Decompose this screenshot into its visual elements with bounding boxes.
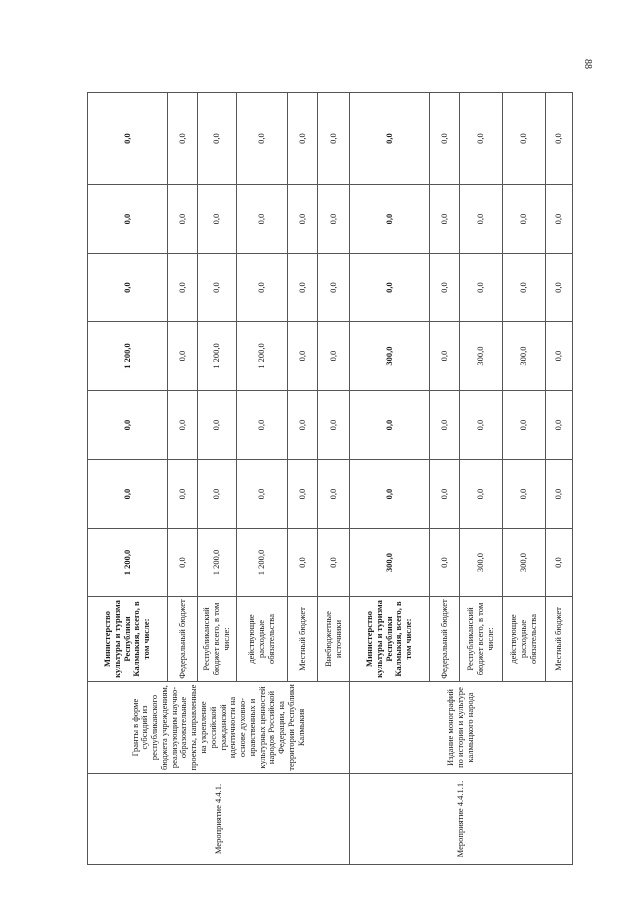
amount-cell: 0,0 bbox=[237, 254, 288, 322]
amount-cell: 0,0 bbox=[546, 460, 573, 529]
funding-source: Федеральный бюджет bbox=[168, 597, 198, 682]
amount-cell: 0,0 bbox=[546, 93, 573, 185]
funding-source: Местный бюджет bbox=[288, 597, 318, 682]
rotated-table-frame bbox=[87, 93, 564, 865]
amount-cell: 0,0 bbox=[168, 93, 198, 185]
amount-cell: 0,0 bbox=[350, 254, 430, 322]
amount-cell: 0,0 bbox=[350, 391, 430, 460]
table-row bbox=[88, 93, 168, 865]
amount-cell: 0,0 bbox=[503, 185, 546, 254]
amount-cell: 0,0 bbox=[430, 529, 460, 597]
amount-cell: 1 200,0 bbox=[198, 322, 237, 391]
amount-cell: 0,0 bbox=[546, 185, 573, 254]
amount-cell: 0,0 bbox=[430, 322, 460, 391]
amount-cell: 0,0 bbox=[546, 254, 573, 322]
amount-cell: 0,0 bbox=[460, 93, 503, 185]
amount-cell: 0,0 bbox=[288, 391, 318, 460]
amount-cell: 0,0 bbox=[288, 529, 318, 597]
amount-cell: 0,0 bbox=[350, 460, 430, 529]
amount-cell: 0,0 bbox=[546, 391, 573, 460]
amount-cell: 0,0 bbox=[88, 460, 168, 529]
amount-cell: 0,0 bbox=[237, 93, 288, 185]
amount-cell: 1 200,0 bbox=[237, 322, 288, 391]
event-name: Гранты в форме субсидий из республиканского бюджета учреждениям, реализующим научно-образовательные проекты, направленные на укрепление российской гражданской идентичности на основе духовно-нравственных и культурных ценностей народов Российской Федерации, на территории Республики Калмыкия bbox=[88, 682, 350, 774]
amount-cell: 0,0 bbox=[460, 391, 503, 460]
amount-cell: 300,0 bbox=[350, 529, 430, 597]
table-body bbox=[88, 93, 573, 865]
event-name: Издание монографий по истории и культуре калмыцкого народа bbox=[350, 682, 573, 774]
amount-cell: 1 200,0 bbox=[88, 322, 168, 391]
page-number: 88 bbox=[582, 59, 594, 69]
amount-cell: 0,0 bbox=[318, 93, 350, 185]
amount-cell: 1 200,0 bbox=[88, 529, 168, 597]
amount-cell: 0,0 bbox=[430, 391, 460, 460]
event-code: Мероприятие 4.4.1.1. bbox=[350, 774, 573, 865]
amount-cell: 0,0 bbox=[430, 185, 460, 254]
funding-source: Министерство культуры и туризма Республики Калмыкия, всего, в том числе: bbox=[88, 597, 168, 682]
amount-cell: 0,0 bbox=[318, 322, 350, 391]
amount-cell: 0,0 bbox=[430, 460, 460, 529]
amount-cell: 300,0 bbox=[460, 529, 503, 597]
amount-cell: 0,0 bbox=[288, 322, 318, 391]
amount-cell: 0,0 bbox=[503, 460, 546, 529]
amount-cell: 0,0 bbox=[168, 322, 198, 391]
amount-cell: 300,0 bbox=[503, 322, 546, 391]
funding-source: Федеральный бюджет bbox=[430, 597, 460, 682]
amount-cell: 0,0 bbox=[288, 460, 318, 529]
amount-cell: 0,0 bbox=[460, 460, 503, 529]
funding-source: действующие расходные обязательства bbox=[237, 597, 288, 682]
amount-cell: 0,0 bbox=[88, 254, 168, 322]
amount-cell: 300,0 bbox=[503, 529, 546, 597]
amount-cell: 1 200,0 bbox=[198, 529, 237, 597]
table-row bbox=[350, 93, 430, 865]
amount-cell: 0,0 bbox=[168, 391, 198, 460]
amount-cell: 0,0 bbox=[168, 254, 198, 322]
amount-cell: 0,0 bbox=[237, 185, 288, 254]
amount-cell: 0,0 bbox=[503, 391, 546, 460]
amount-cell: 0,0 bbox=[237, 460, 288, 529]
amount-cell: 0,0 bbox=[288, 185, 318, 254]
amount-cell: 0,0 bbox=[318, 391, 350, 460]
funding-source: действующие расходные обязательства bbox=[503, 597, 546, 682]
amount-cell: 0,0 bbox=[198, 185, 237, 254]
amount-cell: 0,0 bbox=[88, 93, 168, 185]
amount-cell: 0,0 bbox=[460, 185, 503, 254]
amount-cell: 0,0 bbox=[168, 460, 198, 529]
amount-cell: 1 200,0 bbox=[237, 529, 288, 597]
amount-cell: 0,0 bbox=[350, 185, 430, 254]
event-code: Мероприятие 4.4.1. bbox=[88, 774, 350, 865]
amount-cell: 0,0 bbox=[318, 185, 350, 254]
amount-cell: 0,0 bbox=[546, 322, 573, 391]
funding-source: Министерство культуры и туризма Республики Калмыкия, всего, в том числе: bbox=[350, 597, 430, 682]
amount-cell: 0,0 bbox=[503, 254, 546, 322]
amount-cell: 0,0 bbox=[430, 254, 460, 322]
amount-cell: 0,0 bbox=[88, 391, 168, 460]
amount-cell: 0,0 bbox=[318, 529, 350, 597]
amount-cell: 0,0 bbox=[198, 391, 237, 460]
amount-cell: 0,0 bbox=[288, 254, 318, 322]
amount-cell: 0,0 bbox=[350, 93, 430, 185]
funding-source: Местный бюджет bbox=[546, 597, 573, 682]
amount-cell: 0,0 bbox=[237, 391, 288, 460]
amount-cell: 0,0 bbox=[460, 254, 503, 322]
amount-cell: 0,0 bbox=[168, 529, 198, 597]
amount-cell: 300,0 bbox=[350, 322, 430, 391]
funding-source: Республиканский бюджет всего, в том числе: bbox=[198, 597, 237, 682]
amount-cell: 0,0 bbox=[88, 185, 168, 254]
funding-source: Республиканский бюджет всего, в том числе: bbox=[460, 597, 503, 682]
amount-cell: 0,0 bbox=[198, 460, 237, 529]
funding-source: Внебюджетные источники bbox=[318, 597, 350, 682]
amount-cell: 0,0 bbox=[318, 254, 350, 322]
amount-cell: 0,0 bbox=[430, 93, 460, 185]
amount-cell: 300,0 bbox=[460, 322, 503, 391]
amount-cell: 0,0 bbox=[318, 460, 350, 529]
amount-cell: 0,0 bbox=[168, 185, 198, 254]
amount-cell: 0,0 bbox=[198, 254, 237, 322]
budget-table bbox=[87, 92, 573, 865]
amount-cell: 0,0 bbox=[288, 93, 318, 185]
amount-cell: 0,0 bbox=[546, 529, 573, 597]
amount-cell: 0,0 bbox=[198, 93, 237, 185]
amount-cell: 0,0 bbox=[503, 93, 546, 185]
